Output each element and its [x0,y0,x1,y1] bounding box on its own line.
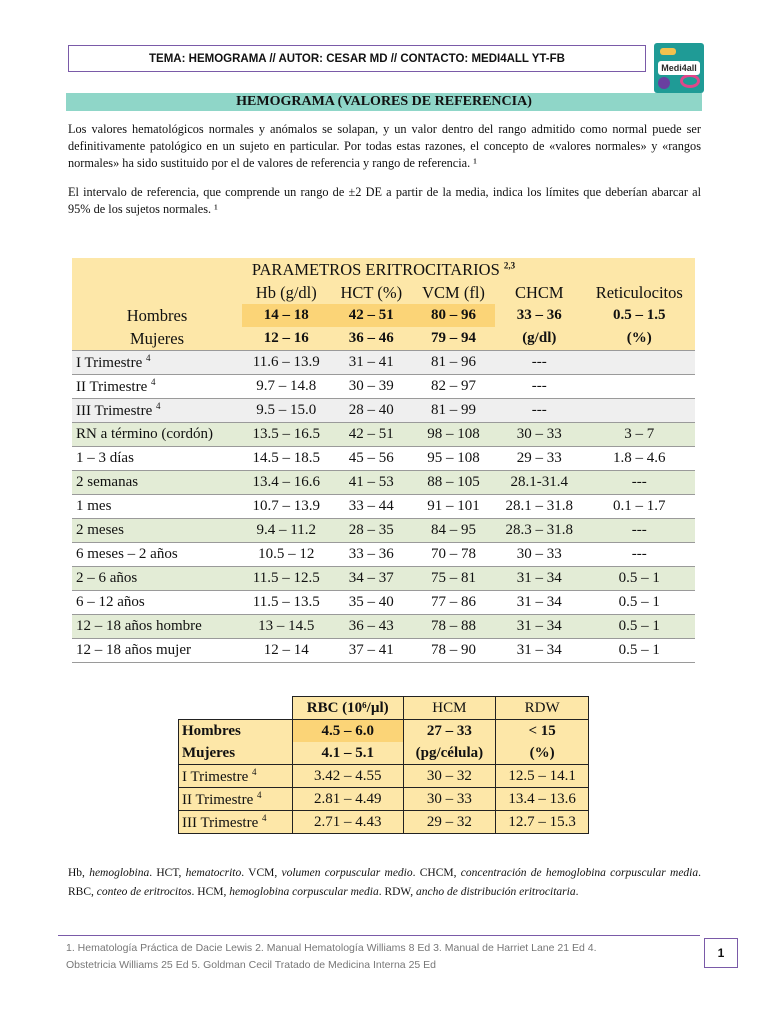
table2-cell: 12.5 – 14.1 [496,765,589,788]
footnote-part: Hb, [68,867,90,879]
footnote-part: hemoglobina corpuscular media [229,886,379,898]
table1-mujeres-hb: 12 – 16 [242,327,331,351]
table1-cell: 31 – 34 [495,615,584,639]
footnote-part: . HCT, [149,867,186,879]
table1-header-hct: HCT (%) [331,281,413,304]
header-text: TEMA: HEMOGRAMA // AUTOR: CESAR MD // CONTACTO: MEDI4ALL YT-FB [149,52,565,65]
table1-cell: 9.4 – 11.2 [242,519,331,543]
table1-cell: 31 – 34 [495,591,584,615]
abbreviations-footnote [68,864,701,902]
footnote-part: . RDW, [378,886,416,898]
table1-cell: --- [495,375,584,399]
table2-mujeres-hcm-unit: (pg/célula) [403,742,496,765]
table1-cell: 91 – 101 [412,495,495,519]
table1-header-empty [72,281,242,304]
table1-cell: 30 – 39 [331,375,413,399]
table1-mujeres-label: Mujeres [72,327,242,351]
table1-cell: 81 – 96 [412,351,495,375]
table2-hombres-hcm: 27 – 33 [403,720,496,743]
table1-cell: 0.5 – 1 [584,567,695,591]
table1-cell: 81 – 99 [412,399,495,423]
table1-cell: 42 – 51 [331,423,413,447]
table2-hombres-rbc: 4.5 – 6.0 [292,720,403,743]
table1-cell: 28 – 40 [331,399,413,423]
page-number: 1 [704,938,738,968]
table1-row-label: III Trimestre $^4$ [72,399,242,423]
table1-cell: 11.5 – 13.5 [242,591,331,615]
table2-row [179,811,589,834]
table2-row [179,788,589,811]
table1-row-label: 12 – 18 años mujer [72,639,242,663]
references-line-2: Obstetricia Williams 25 Ed 5. Goldman Cecil Tratado de Medicina Interna 25 Ed [66,959,437,971]
intro-paragraph-1: Los valores hematológicos normales y anómalos se solapan, y un valor dentro del rango admitido como normal puede ser definitivamente patológico en un sujeto en particular. Por todas estas razones, el concepto de «valores normales» y «rangos normales» ha sido sustituido por el de valores de referencia y rango de referencia. ¹ [68,122,701,170]
table1-header-vcm: VCM (fl) [412,281,495,304]
table1-cell: --- [584,543,695,567]
table1-cell: 98 – 108 [412,423,495,447]
table1-cell: 28 – 35 [331,519,413,543]
table1-cell: 28.1 – 31.8 [495,495,584,519]
table1-hombres-hct: 42 – 51 [331,304,413,327]
table1-row-label: 6 – 12 años [72,591,242,615]
logo-text: Medi4all [658,61,700,75]
table1-cell: 0.5 – 1 [584,639,695,663]
table1-cell: 78 – 90 [412,639,495,663]
table1-cell: 82 – 97 [412,375,495,399]
table1-cell: 0.5 – 1 [584,591,695,615]
references-box [58,935,700,975]
erythrocyte-parameters-table [72,258,695,663]
table1-cell: 13 – 14.5 [242,615,331,639]
intro-paragraph-2: El intervalo de referencia, que comprende un rango de ±2 DE a partir de la media, indica los límites que deberían abarcar al 95% de los sujetos normales. ¹ [68,185,701,216]
table1-cell: 31 – 41 [331,351,413,375]
table1-cell: 34 – 37 [331,567,413,591]
table1-cell: 3 – 7 [584,423,695,447]
table1-cell: --- [495,399,584,423]
table1-cell: --- [495,351,584,375]
table1-row [72,495,695,519]
table1-cell: 33 – 36 [331,543,413,567]
table1-cell: 0.1 – 1.7 [584,495,695,519]
table2-row-label: I Trimestre $^4$ [179,765,293,788]
footnote-part: hematocrito [185,867,242,879]
footnote-part: . RBC, [68,867,701,898]
table1-row [72,543,695,567]
footnote-part: concentración de hemoglobina corpuscular media [460,867,699,879]
page-title: HEMOGRAMA (VALORES DE REFERENCIA) [66,93,702,111]
medi4all-logo [654,43,704,93]
table1-cell: 45 – 56 [331,447,413,471]
table1-cell: 11.6 – 13.9 [242,351,331,375]
table2-header-rbc: RBC (10⁶/µl) [292,697,403,720]
table1-row-label: 6 meses – 2 años [72,543,242,567]
table1-row-label: 2 – 6 años [72,567,242,591]
table1-row [72,423,695,447]
table1-row-label: II Trimestre $^4$ [72,375,242,399]
table1-row-label: 1 mes [72,495,242,519]
table1-hombres-label: Hombres [72,304,242,327]
table1-cell: 28.3 – 31.8 [495,519,584,543]
table1-hombres-vcm: 80 – 96 [412,304,495,327]
table1-cell: 31 – 34 [495,567,584,591]
table2-cell: 30 – 32 [403,765,496,788]
table2-mujeres-rdw-unit: (%) [496,742,589,765]
table1-hombres-reticulocitos: 0.5 – 1.5 [584,304,695,327]
table1-cell: 36 – 43 [331,615,413,639]
table2-row-label: III Trimestre $^4$ [179,811,293,834]
references-line-1: 1. Hematología Práctica de Dacie Lewis 2. Manual Hematología Williams 8 Ed 3. Manual de Harriet Lane 21 Ed 4. [66,942,597,954]
table1-cell: 28.1-31.4 [495,471,584,495]
table1-cell: 37 – 41 [331,639,413,663]
table2-hombres-rdw: < 15 [496,720,589,743]
table1-hombres-hb: 14 – 18 [242,304,331,327]
table1-cell: 29 – 33 [495,447,584,471]
table2-row [179,765,589,788]
table1-mujeres-chcm-unit: (g/dl) [495,327,584,351]
table1-row [72,615,695,639]
footnote-part: . VCM, [241,867,282,879]
table1-cell: 13.5 – 16.5 [242,423,331,447]
table1-cell: 33 – 44 [331,495,413,519]
table2-cell: 13.4 – 13.6 [496,788,589,811]
table1-cell [584,399,695,423]
table1-cell: 13.4 – 16.6 [242,471,331,495]
table1-row [72,639,695,663]
document-header [68,45,646,72]
table1-hombres-chcm: 33 – 36 [495,304,584,327]
footnote-part: ancho de distribución eritrocitaria [415,886,576,898]
table1-cell: 77 – 86 [412,591,495,615]
footnote-part: conteo de eritrocitos [96,886,192,898]
table1-cell: 75 – 81 [412,567,495,591]
table1-cell [584,351,695,375]
table1-cell: --- [584,519,695,543]
table1-row-label: 1 – 3 días [72,447,242,471]
table1-header-chcm: CHCM [495,281,584,304]
table2-cell: 12.7 – 15.3 [496,811,589,834]
table2-header-empty [179,697,293,720]
footnote-part: . [575,886,579,898]
table2-cell: 2.81 – 4.49 [292,788,403,811]
table1-cell: --- [584,471,695,495]
table1-mujeres-reticulocitos-unit: (%) [584,327,695,351]
table1-cell: 41 – 53 [331,471,413,495]
table1-row [72,471,695,495]
table2-mujeres-label: Mujeres [179,742,293,765]
table1-cell: 31 – 34 [495,639,584,663]
table2-cell: 3.42 – 4.55 [292,765,403,788]
rbc-indices-table [178,696,589,834]
table1-header-hb: Hb (g/dl) [242,281,331,304]
table1-row-label: RN a término (cordón) [72,423,242,447]
footnote-part: . HCM, [191,886,230,898]
table1-cell: 10.5 – 12 [242,543,331,567]
table2-header-rdw: RDW [496,697,589,720]
table1-row [72,447,695,471]
table1-mujeres-hct: 36 – 46 [331,327,413,351]
table1-cell [584,375,695,399]
table2-cell: 29 – 32 [403,811,496,834]
table1-cell: 10.7 – 13.9 [242,495,331,519]
table1-row [72,567,695,591]
footnote-part: hemoglobina [89,867,150,879]
table1-cell: 0.5 – 1 [584,615,695,639]
table1-header-reticulocitos: Reticulocitos [584,281,695,304]
table1-row [72,591,695,615]
table1-cell: 95 – 108 [412,447,495,471]
table1-row-label: 12 – 18 años hombre [72,615,242,639]
footnote-part: volumen corpuscular medio [281,867,413,879]
table1-cell: 70 – 78 [412,543,495,567]
table1-cell: 9.5 – 15.0 [242,399,331,423]
table1-cell: 12 – 14 [242,639,331,663]
table1-row [72,399,695,423]
table1-cell: 30 – 33 [495,423,584,447]
table1-row [72,375,695,399]
table1-row-label: 2 meses [72,519,242,543]
table2-mujeres-rbc: 4.1 – 5.1 [292,742,403,765]
table1-cell: 9.7 – 14.8 [242,375,331,399]
table1-cell: 35 – 40 [331,591,413,615]
table1-cell: 84 – 95 [412,519,495,543]
table2-row-label: II Trimestre $^4$ [179,788,293,811]
table2-cell: 30 – 33 [403,788,496,811]
table1-cell: 78 – 88 [412,615,495,639]
table1-mujeres-vcm: 79 – 94 [412,327,495,351]
table1-cell: 88 – 105 [412,471,495,495]
table1-row-label: 2 semanas [72,471,242,495]
table2-cell: 2.71 – 4.43 [292,811,403,834]
table1-cell: 11.5 – 12.5 [242,567,331,591]
table1-row [72,351,695,375]
table1-cell: 30 – 33 [495,543,584,567]
footnote-part: . CHCM, [412,867,461,879]
table1-row [72,519,695,543]
table1-cell: 14.5 – 18.5 [242,447,331,471]
table2-header-hcm: HCM [403,697,496,720]
table2-hombres-label: Hombres [179,720,293,743]
table1-row-label: I Trimestre $^4$ [72,351,242,375]
table1-cell: 1.8 – 4.6 [584,447,695,471]
table1-title: PARAMETROS ERITROCITARIOS $^{2,3}$ [72,258,695,281]
